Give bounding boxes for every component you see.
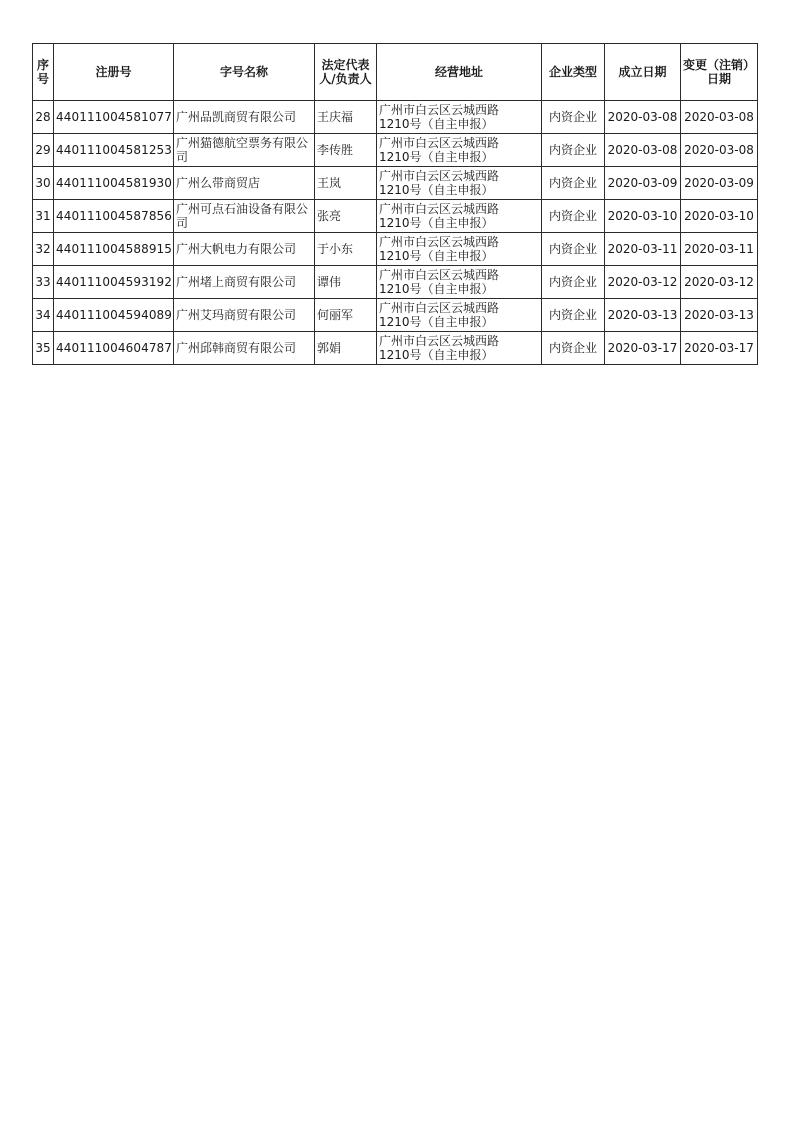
cell-reg-no: 440111004588915 — [54, 233, 174, 266]
address-line-1: 广州市白云区云城西路 — [379, 169, 500, 183]
cell-company-name: 广州猫德航空票务有限公司 — [174, 134, 315, 167]
cell-legal-rep: 李传胜 — [315, 134, 377, 167]
cell-company-name: 广州大帆电力有限公司 — [174, 233, 315, 266]
cell-reg-no: 440111004594089 — [54, 299, 174, 332]
cell-changed-date: 2020-03-10 — [681, 200, 758, 233]
table-header — [33, 44, 758, 101]
cell-company-name: 广州堵上商贸有限公司 — [174, 266, 315, 299]
cell-established-date: 2020-03-09 — [605, 167, 681, 200]
cell-established-date: 2020-03-08 — [605, 134, 681, 167]
table-row — [33, 266, 758, 299]
cell-index: 31 — [33, 200, 54, 233]
table-row — [33, 167, 758, 200]
table-body — [33, 101, 758, 365]
header-established: 成立日期 — [605, 44, 681, 101]
cell-reg-no: 440111004593192 — [54, 266, 174, 299]
address-line-2: 1210号（自主申报） — [379, 249, 494, 263]
cell-company-name: 广州可点石油设备有限公司 — [174, 200, 315, 233]
cell-company-type: 内资企业 — [542, 101, 605, 134]
cell-changed-date: 2020-03-12 — [681, 266, 758, 299]
table-row — [33, 233, 758, 266]
cell-index: 35 — [33, 332, 54, 365]
cell-index: 30 — [33, 167, 54, 200]
cell-address — [377, 299, 542, 332]
cell-company-name: 广州邱韩商贸有限公司 — [174, 332, 315, 365]
address-line-1: 广州市白云区云城西路 — [379, 136, 500, 150]
cell-address — [377, 134, 542, 167]
cell-address — [377, 332, 542, 365]
cell-index: 28 — [33, 101, 54, 134]
cell-address — [377, 266, 542, 299]
cell-changed-date: 2020-03-08 — [681, 101, 758, 134]
cell-changed-date: 2020-03-11 — [681, 233, 758, 266]
cell-index: 32 — [33, 233, 54, 266]
cell-legal-rep: 王庆福 — [315, 101, 377, 134]
address-line-1: 广州市白云区云城西路 — [379, 334, 500, 348]
cell-reg-no: 440111004581930 — [54, 167, 174, 200]
address-line-2: 1210号（自主申报） — [379, 282, 494, 296]
cell-address — [377, 101, 542, 134]
cell-established-date: 2020-03-08 — [605, 101, 681, 134]
cell-changed-date: 2020-03-17 — [681, 332, 758, 365]
header-changed: 变更（注销）日期 — [681, 44, 758, 101]
table-row — [33, 134, 758, 167]
table-row — [33, 299, 758, 332]
cell-legal-rep: 何丽军 — [315, 299, 377, 332]
address-line-2: 1210号（自主申报） — [379, 348, 494, 362]
address-line-1: 广州市白云区云城西路 — [379, 202, 500, 216]
header-address: 经营地址 — [377, 44, 542, 101]
cell-legal-rep: 于小东 — [315, 233, 377, 266]
cell-address — [377, 200, 542, 233]
company-registry-table — [32, 43, 758, 365]
address-line-2: 1210号（自主申报） — [379, 117, 494, 131]
cell-address — [377, 167, 542, 200]
header-reg-no: 注册号 — [54, 44, 174, 101]
address-line-1: 广州市白云区云城西路 — [379, 235, 500, 249]
cell-reg-no: 440111004604787 — [54, 332, 174, 365]
table-row — [33, 200, 758, 233]
cell-legal-rep: 谭伟 — [315, 266, 377, 299]
address-line-2: 1210号（自主申报） — [379, 150, 494, 164]
cell-company-type: 内资企业 — [542, 200, 605, 233]
cell-company-type: 内资企业 — [542, 134, 605, 167]
address-line-1: 广州市白云区云城西路 — [379, 103, 500, 117]
address-line-2: 1210号（自主申报） — [379, 183, 494, 197]
header-company-type: 企业类型 — [542, 44, 605, 101]
cell-reg-no: 440111004587856 — [54, 200, 174, 233]
cell-legal-rep: 王岚 — [315, 167, 377, 200]
header-row — [33, 44, 758, 101]
cell-company-name: 广州品凯商贸有限公司 — [174, 101, 315, 134]
cell-established-date: 2020-03-12 — [605, 266, 681, 299]
cell-changed-date: 2020-03-09 — [681, 167, 758, 200]
table-row — [33, 101, 758, 134]
address-line-2: 1210号（自主申报） — [379, 216, 494, 230]
cell-reg-no: 440111004581253 — [54, 134, 174, 167]
table-row — [33, 332, 758, 365]
cell-established-date: 2020-03-10 — [605, 200, 681, 233]
cell-company-type: 内资企业 — [542, 332, 605, 365]
cell-reg-no: 440111004581077 — [54, 101, 174, 134]
cell-company-type: 内资企业 — [542, 233, 605, 266]
cell-changed-date: 2020-03-08 — [681, 134, 758, 167]
cell-index: 34 — [33, 299, 54, 332]
header-name: 字号名称 — [174, 44, 315, 101]
cell-established-date: 2020-03-13 — [605, 299, 681, 332]
cell-company-type: 内资企业 — [542, 299, 605, 332]
cell-established-date: 2020-03-17 — [605, 332, 681, 365]
cell-established-date: 2020-03-11 — [605, 233, 681, 266]
cell-company-type: 内资企业 — [542, 167, 605, 200]
cell-changed-date: 2020-03-13 — [681, 299, 758, 332]
address-line-1: 广州市白云区云城西路 — [379, 268, 500, 282]
header-legal-rep: 法定代表人/负责人 — [315, 44, 377, 101]
cell-company-type: 内资企业 — [542, 266, 605, 299]
header-index: 序号 — [33, 44, 54, 101]
address-line-2: 1210号（自主申报） — [379, 315, 494, 329]
cell-index: 29 — [33, 134, 54, 167]
cell-legal-rep: 郭娟 — [315, 332, 377, 365]
cell-index: 33 — [33, 266, 54, 299]
cell-company-name: 广州艾玛商贸有限公司 — [174, 299, 315, 332]
cell-legal-rep: 张亮 — [315, 200, 377, 233]
cell-company-name: 广州么带商贸店 — [174, 167, 315, 200]
cell-address — [377, 233, 542, 266]
address-line-1: 广州市白云区云城西路 — [379, 301, 500, 315]
